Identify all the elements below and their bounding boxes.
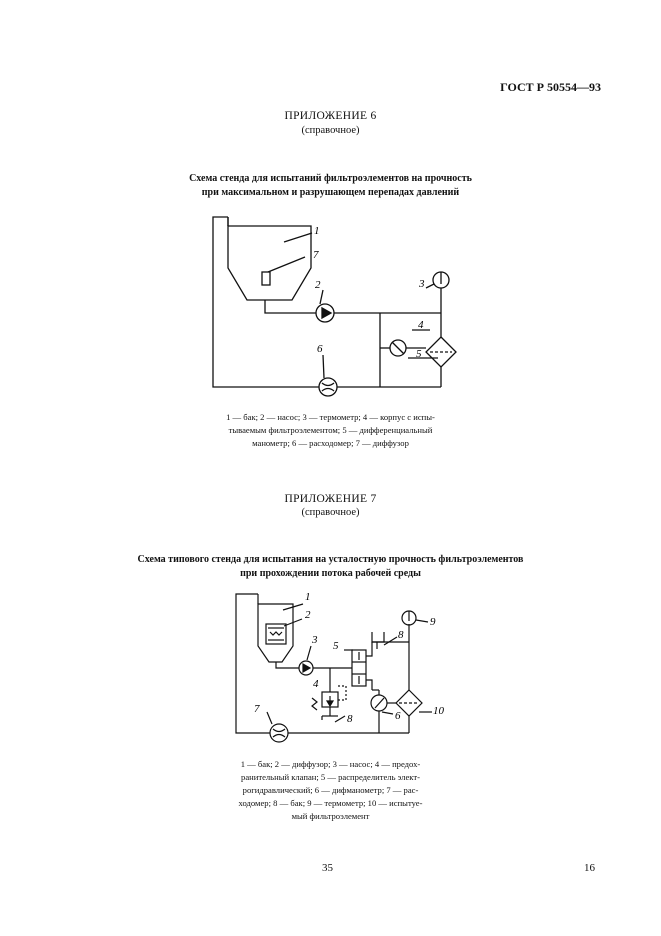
appendix6-legend-3: манометр; 6 — расходомер; 7 — диффузор [252, 438, 409, 448]
appendix7-scheme-title-1: Схема типового стенда для испытания на усталостную прочность фильтроэлементов [137, 554, 524, 565]
page-number: 35 [322, 862, 333, 874]
label-3: 3 [419, 278, 425, 290]
label-8-top: 8 [398, 629, 404, 641]
label-4: 4 [313, 678, 319, 690]
standard-code: ГОСТ Р 50554—93 [500, 80, 601, 94]
label-5: 5 [333, 640, 339, 652]
label-6: 6 [317, 343, 323, 355]
label-7: 7 [313, 249, 319, 261]
label-1: 1 [314, 225, 320, 237]
label-7: 7 [254, 703, 260, 715]
label-4: 4 [418, 319, 424, 331]
appendix7-legend-2: ранительный клапан; 5 — распределитель элект- [241, 772, 420, 782]
diffuser-2 [266, 624, 286, 644]
sheet-number: 16 [584, 862, 595, 874]
label-2: 2 [315, 279, 321, 291]
appendix7-subtitle: (справочное) [301, 507, 360, 518]
label-1: 1 [305, 591, 311, 603]
label-9: 9 [430, 616, 436, 628]
appendix6-legend-2: тываемым фильтроэлементом; 5 — дифференциальный [228, 425, 433, 435]
appendix7-title: ПРИЛОЖЕНИЕ 7 [284, 493, 377, 505]
label-5: 5 [416, 348, 422, 360]
appendix7-scheme-title-2: при прохождении потока рабочей среды [240, 568, 421, 579]
appendix6-scheme-title-2: при максимальном и разрушающем перепадах давлений [201, 187, 460, 198]
label-3: 3 [312, 634, 318, 646]
appendix6-title: ПРИЛОЖЕНИЕ 6 [284, 110, 377, 122]
label-6: 6 [395, 710, 401, 722]
appendix6-legend-1: 1 — бак; 2 — насос; 3 — термометр; 4 — корпус с испы- [226, 412, 435, 422]
appendix7-legend-5: мый фильтроэлемент [291, 811, 370, 821]
flowmeter-7 [270, 724, 288, 742]
label-2: 2 [305, 609, 311, 621]
label-10: 10 [433, 705, 444, 717]
appendix6-subtitle: (справочное) [301, 125, 360, 136]
tank-8-top [372, 632, 384, 642]
appendix7-legend-3: рогидравлический; 6 — дифманометр; 7 — рас- [242, 785, 419, 795]
appendix6-scheme-title-1: Схема стенда для испытаний фильтроэлементов на прочность [189, 173, 472, 184]
appendix7-legend-1: 1 — бак; 2 — диффузор; 3 — насос; 4 — предох- [240, 759, 421, 769]
appendix7-legend-4: ходомер; 8 — бак; 9 — термометр; 10 — испытуе- [238, 798, 423, 808]
label-8-bottom: 8 [347, 713, 353, 725]
